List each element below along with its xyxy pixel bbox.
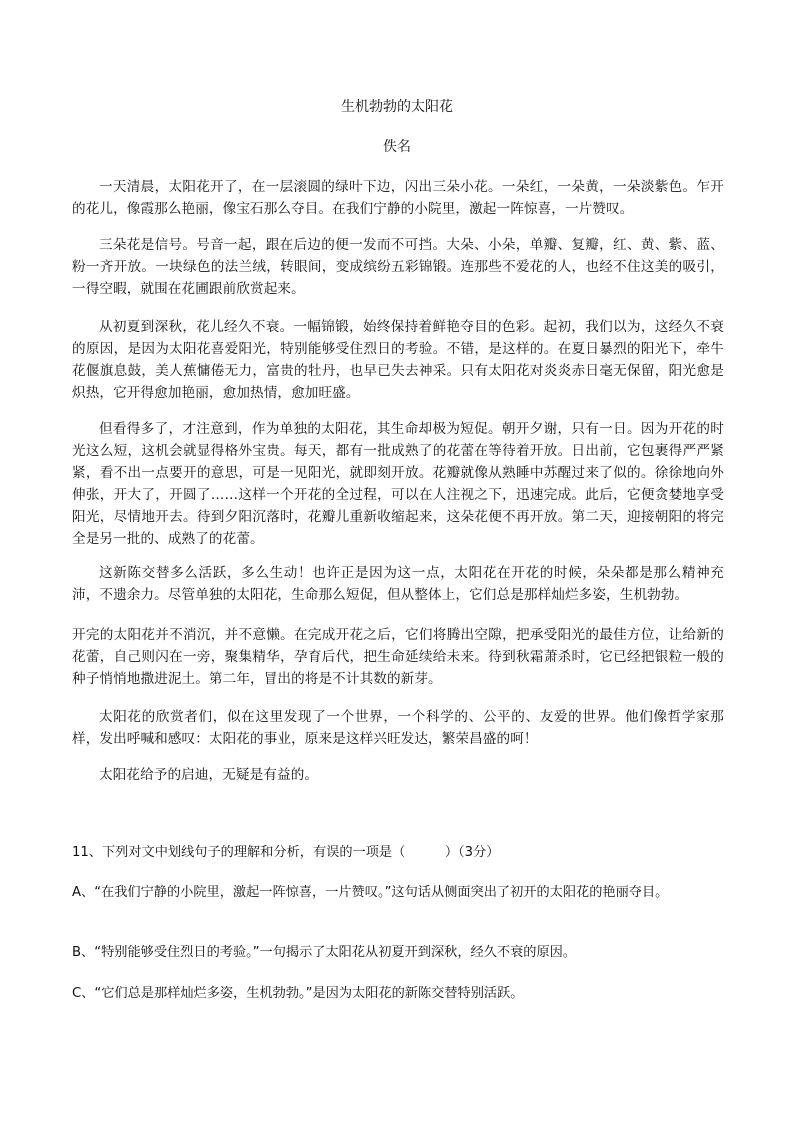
option-c: C、“它们总是那样灿烂多姿，生机勃勃。”是因为太阳花的新陈交替特别活跃。 — [72, 986, 524, 1001]
paragraph-1: 一天清晨，太阳花开了，在一层滚圆的绿叶下边，闪出三朵小花。一朵红，一朵黄，一朵淡紫色。乍开的花儿，像霞那么艳丽，像宝石那么夺目。在我们宁静的小院里，激起一阵惊喜，一片赞叹。 — [72, 179, 724, 217]
paragraph-3: 从初夏到深秋，花儿经久不衰。一幅锦锻，始终保持着鲜艳夺目的色彩。起初，我们以为，这经久不衰的原因，是因为太阳花喜爱阳光，特别能够受住烈日的考验。不错，是这样的。在夏日暴烈的阳光下，牵牛花偃旗息鼓，美人蕉慵倦无力，富贵的牡丹，也早已失去神采。只有太阳花对炎炎赤日毫无保留，阳光愈是炽热，它开得愈加艳丽，愈加热情，愈加旺盛。 — [72, 319, 724, 401]
article-author: 佚名 — [383, 139, 411, 155]
paragraph-8: 太阳花给予的启迪，无疑是有益的。 — [99, 767, 319, 783]
paragraph-4: 但看得多了，才注意到，作为单独的太阳花，其生命却极为短促。朝开夕谢，只有一日。因为开花的时光这么短，这机会就显得格外宝贵。每天，都有一批成熟了的花蕾在等待着开放。日出前，它包裹得严严紧紧，看不出一点要开的意思，可是一见阳光，就即刻开放。花瓣就像从熟睡中苏醒过来了似的。徐徐地向外伸张，开大了，开圆了……这样一个开花的全过程，可以在人注视之下，迅速完成。此后，它便贪婪地享受阳光，尽情地开去。待到夕阳沉落时，花瓣儿重新收缩起来，这朵花便不再开放。第二天，迎接朝阳的将完全是另一批的、成熟了的花蕾。 — [72, 421, 724, 547]
paragraph-7: 太阳花的欣赏者们，似在这里发现了一个世界，一个科学的、公平的、友爱的世界。他们像哲学家那样，发出呼喊和感叹：太阳花的事业，原来是这样兴旺发达，繁荣昌盛的呵！ — [72, 709, 724, 747]
paragraph-6: 开完的太阳花并不消沉，并不意懒。在完成开花之后，它们将腾出空隙，把承受阳光的最佳方位，让给新的花蕾，自己则闪在一旁，聚集精华，孕育后代，把生命延续给未来。待到秋霜萧杀时，它已经把银粒一般的种子悄悄地撒进泥土。第二年，冒出的将是不计其数的新芽。 — [72, 627, 724, 687]
option-a: A、“在我们宁静的小院里，激起一阵惊喜，一片赞叹。”这句话从侧面突出了初开的太阳花的艳丽夺目。 — [72, 885, 669, 900]
option-b: B、“特别能够受住烈日的考验。”一句揭示了太阳花从初夏开到深秋，经久不衰的原因。 — [72, 945, 577, 960]
article-title: 生机勃勃的太阳花 — [341, 99, 453, 115]
paragraph-2: 三朵花是信号。号音一起，跟在后边的便一发而不可挡。大朵、小朵，单瓣、复瓣，红、黄、紫、蓝、粉一齐开放。一块绿色的法兰绒，转眼间，变成缤纷五彩锦锻。连那些不爱花的人，也经不住这美的吸引，一得空暇，就围在花圃跟前欣赏起来。 — [72, 237, 724, 297]
question-stem: 11、下列对文中划线句子的理解和分析，有误的一项是（ ）（3分） — [72, 845, 500, 860]
paragraph-5: 这新陈交替多么活跃，多么生动！也许正是因为这一点，太阳花在开花的时候，朵朵都是那么精神充沛，不遗余力。尽管单独的太阳花，生命那么短促，但从整体上，它们总是那样灿烂多姿，生机勃勃。 — [72, 565, 724, 603]
